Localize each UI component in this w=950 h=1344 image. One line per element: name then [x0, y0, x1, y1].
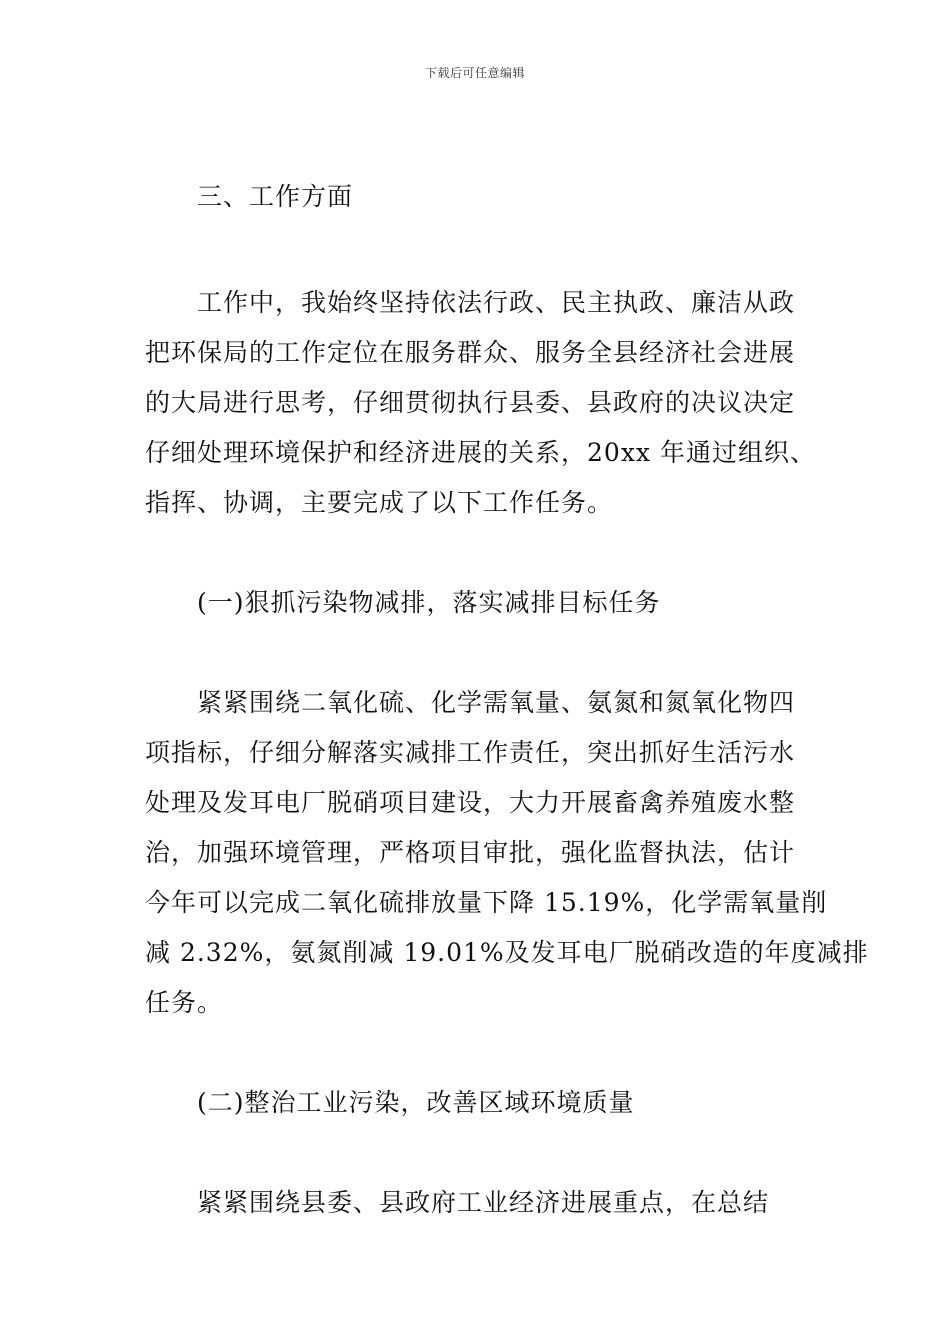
- text-line: 项指标，仔细分解落实减排工作责任，突出抓好生活污水: [145, 738, 796, 767]
- text-line: 紧紧围绕二氧化硫、化学需氧量、氨氮和氮氧化物四: [197, 688, 796, 717]
- page-header-note: 下载后可任意编辑: [424, 66, 525, 80]
- text-line: 任务。: [145, 988, 224, 1017]
- subheading-industrial-pollution: (二)整治工业污染，改善区域环境质量: [197, 1088, 635, 1117]
- text-line: 把环保局的工作定位在服务群众、服务全县经济社会进展: [145, 338, 796, 367]
- text-line: 今年可以完成二氧化硫排放量下降 15.19%，化学需氧量削: [145, 888, 828, 917]
- text-line: 仔细处理环境保护和经济进展的关系，20xx 年通过组织、: [145, 438, 816, 467]
- text-line: 紧紧围绕县委、县政府工业经济进展重点，在总结: [197, 1188, 770, 1217]
- text-line: 处理及发耳电厂脱硝项目建设，大力开展畜禽养殖废水整: [145, 788, 796, 817]
- text-line: 的大局进行思考，仔细贯彻执行县委、县政府的决议决定: [145, 388, 796, 417]
- document-body: [145, 172, 869, 1228]
- text-line: 工作中，我始终坚持依法行政、民主执政、廉洁从政: [197, 288, 796, 317]
- subheading-emission-reduction: (一)狠抓污染物减排，落实减排目标任务: [197, 588, 661, 617]
- paragraph-work-overview: [145, 278, 816, 528]
- text-line: 指挥、协调，主要完成了以下工作任务。: [145, 488, 614, 517]
- text-line: 减 2.32%，氨氮削减 19.01%及发耳电厂脱硝改造的年度减排: [145, 938, 869, 967]
- paragraph-emission-reduction: [145, 678, 869, 1028]
- section-heading: 三、工作方面: [197, 182, 354, 211]
- text-line: 治，加强环境管理，严格项目审批，强化监督执法，估计: [145, 838, 796, 867]
- paragraph-industrial-pollution: [145, 1178, 810, 1228]
